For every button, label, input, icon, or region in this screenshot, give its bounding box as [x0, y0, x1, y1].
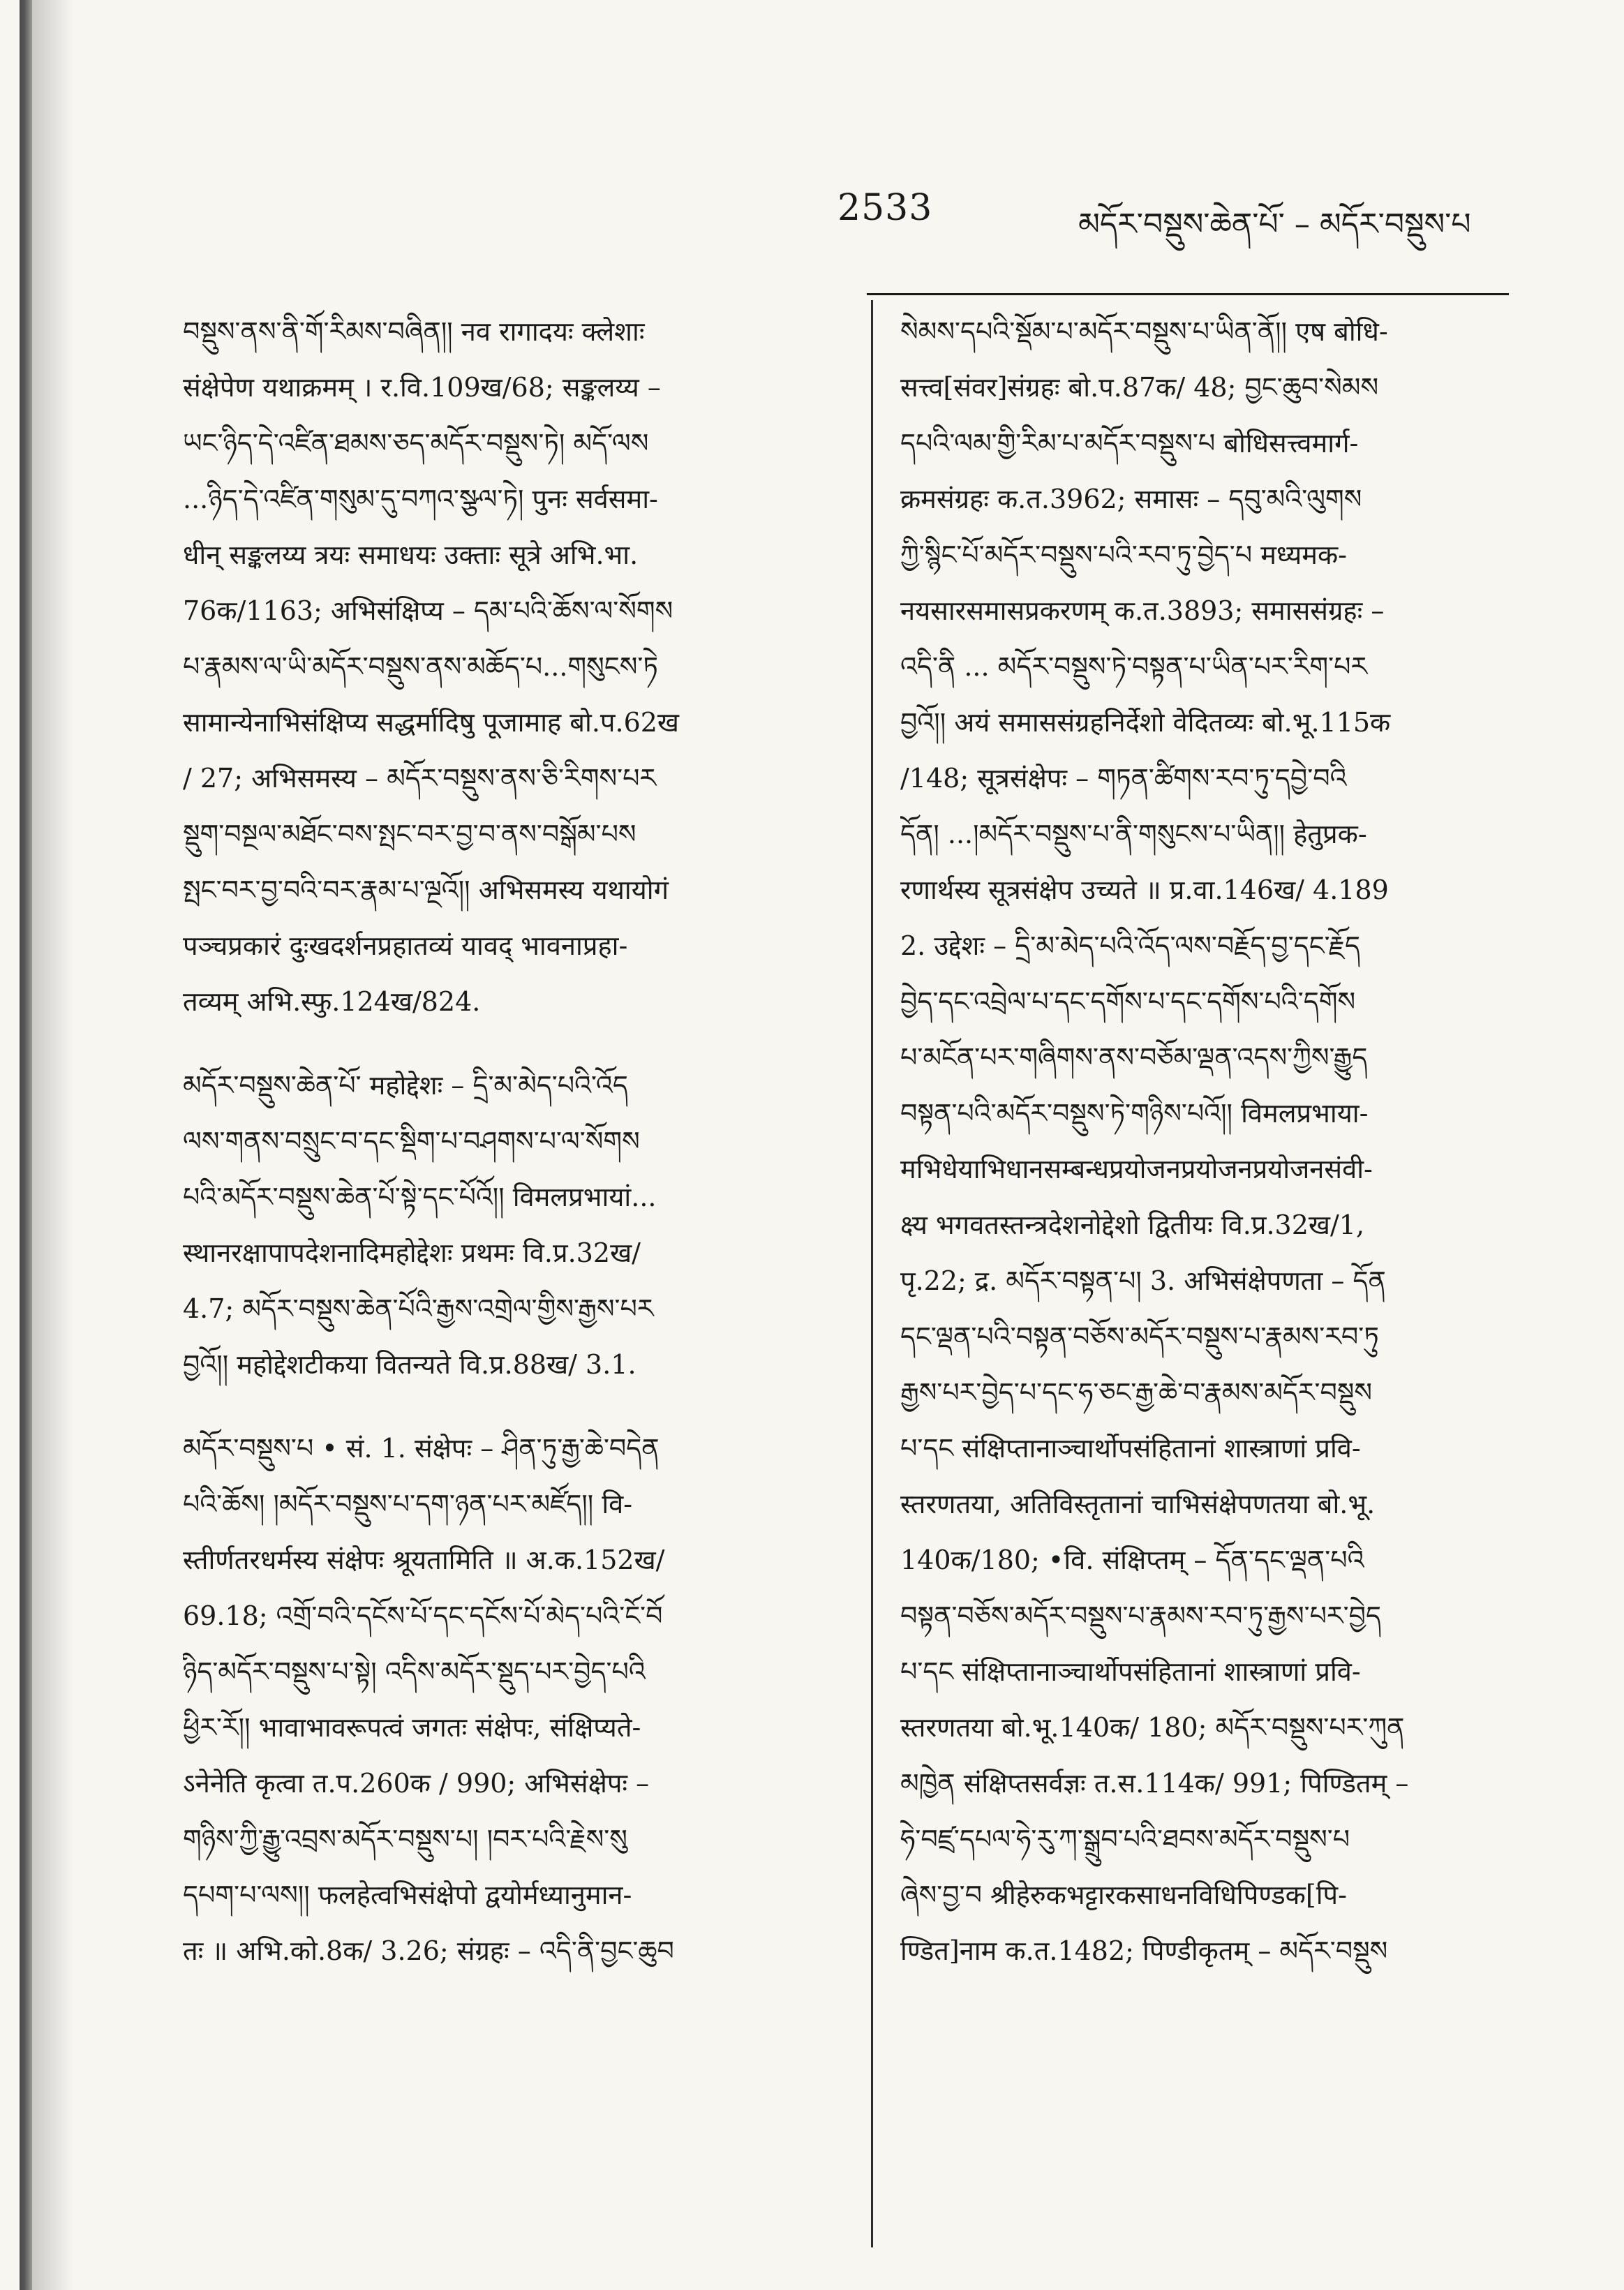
text-line: མདོར་བསྡུས་པ • सं. 1. संक्षेपः – ཤིན་ཏུ་རྒྱ་ཆེ་བདེན	[183, 1433, 660, 1464]
text-line: པ་དང संक्षिप्तानाञ्चार्थोपसंहितानां शास्त्राणां प्रवि-	[900, 1433, 1361, 1464]
text-line: པ་དང संक्षिप्तानाञ्चार्थोपसंहितानां शास्त्राणां प्रवि-	[900, 1656, 1361, 1687]
running-head: མདོར་བསྡུས་ཆེན་པོ་ – མདོར་བསྡུས་པ	[1078, 207, 1471, 242]
text-line: ཕྱིར་རོ།། भावाभावरूपत्वं जगतः संक्षेपः, संक्षिप्यते-	[183, 1712, 641, 1743]
text-line: པ་རྣམས་ལ་ཡི་མདོར་བསྡུས་ནས་མཆོད་པ...གསུངས་ཏེ	[183, 651, 658, 682]
text-line	[183, 1392, 853, 1420]
text-line: བྱའོ།། महोद्देशटीकया वितन्यते वि.प्र.88ख/ 3.1.	[183, 1349, 636, 1380]
text-line: सामान्येनाभिसंक्षिप्य सद्धर्मादिषु पूजामाह बो.प.62ख	[183, 707, 680, 738]
text-line: रणार्थस्य सूत्रसंक्षेप उच्यते ॥ प्र.वा.146ख/ 4.189	[900, 875, 1389, 905]
text-line: པའི་ཆོས། །མདོར་བསྡུས་པ་དག་ཉན་པར་མཛོད།། वि-	[183, 1489, 633, 1519]
text-line: སྤང་བར་བྱ་བའི་བར་རྣམ་པ་ལྔའོ།། अभिसमस्य यथायोगं	[183, 875, 669, 905]
text-line: स्थानरक्षापापदेशनादिमहोद्देशः प्रथमः वि.प्र.32ख/	[183, 1237, 641, 1268]
text-line: དཔའི་ལམ་གྱི་རིམ་པ་མདོར་བསྡུས་པ बोधिसत्त्वमार्ग-	[900, 428, 1359, 459]
text-line: सत्त्व[संवर]संग्रहः बो.प.87क/ 48; བྱང་ཆུབ་སེམས	[900, 372, 1379, 403]
text-line: /148; सूत्रसंक्षेपः – གཏན་ཚིགས་རབ་ཏུ་དབྱེ་བའི	[900, 763, 1347, 794]
text-line: ཞེས་བྱ་བ श्रीहेरुकभट्टारकसाधनविधिपिण्डक[पि-	[900, 1880, 1347, 1910]
text-line: धीन् सङ्कलय्य त्रयः समाधयः उक्ताः सूत्रे अभि.भा.	[183, 540, 639, 570]
text-line: क्ष्य भगवतस्तन्त्रदेशनोद्देशो द्वितीयः वि.प्र.32ख/1,	[900, 1210, 1365, 1240]
text-line: 76क/1163; अभिसंक्षिप्य – དམ་པའི་ཆོས་ལ་སོགས	[183, 595, 673, 626]
book-spine-edge	[20, 0, 32, 2290]
text-line: གཉིས་ཀྱི་རྒྱུ་འབྲས་མདོར་བསྡུས་པ། །བར་པའི་རྗེས་སུ	[183, 1824, 627, 1854]
text-line: स्तीर्णतरधर्मस्य संक्षेपः श्रूयतामिति ॥ अ.क.152ख/	[183, 1545, 665, 1575]
text-line: དཔག་པ་ལས།། फलहेत्वभिसंक्षेपो द्वयोर्मध्यानुमान-	[183, 1880, 632, 1910]
text-line: སྡུག་བསྔལ་མཐོང་བས་སྤང་བར་བྱ་བ་ནས་བསྒོམ་པས	[183, 819, 636, 849]
text-line: དང་ལྡན་པའི་བསྟན་བཅོས་མདོར་བསྡུས་པ་རྣམས་རབ་ཏུ	[900, 1321, 1379, 1352]
text-line: ཀྱི་སྙིང་པོ་མདོར་བསྡུས་པའི་རབ་ཏུ་བྱེད་པ मध्यमक-	[900, 540, 1347, 570]
text-line: བསྟན་པའི་མདོར་བསྡུས་ཏེ་གཉིས་པའོ།། विमलप्रभाया-	[900, 1098, 1369, 1129]
text-line: པ་མངོན་པར་གཞིགས་ནས་བཅོམ་ལྡན་འདས་ཀྱིས་རྒྱུད	[900, 1042, 1368, 1073]
text-line: मभिधेयाभिधानसम्बन्धप्रयोजनप्रयोजनप्रयोजनसंवी-	[900, 1154, 1373, 1184]
text-line: पृ.22; द्र. མདོར་བསྟན་པ། 3. अभिसंक्षेपणता – དོན	[900, 1265, 1386, 1296]
text-line	[183, 1029, 853, 1057]
text-line: པའི་མདོར་བསྡུས་ཆེན་པོ་སྟེ་དང་པོའོ།། विमलप्रभायां...	[183, 1182, 657, 1212]
text-line: ...ཉིད་དེ་འཛིན་གསུམ་དུ་བཀའ་སྩལ་ཏེ། पुनः सर्वसमा-	[183, 484, 658, 514]
spine-shadow	[32, 0, 74, 2290]
text-line: पञ्चप्रकारं दुःखदर्शनप्रहातव्यं यावद् भावनाप्रहा-	[183, 930, 628, 961]
text-line: སེམས་དཔའི་སྡོམ་པ་མདོར་བསྡུས་པ་ཡིན་ནོ།། एष बोधि-	[900, 316, 1388, 347]
text-line: तः ॥ अभि.को.8क/ 3.26; संग्रहः – འདི་ནི་བྱང་ཆུབ	[183, 1935, 674, 1966]
text-line: 69.18; འགྲོ་བའི་དངོས་པོ་དང་དངོས་པོ་མེད་པའི་ངོ་བོ	[183, 1600, 663, 1631]
text-line: 140क/180; •वि. संक्षिप्तम् – དོན་དང་ལྡན་པའི	[900, 1545, 1364, 1575]
text-line: स्तरणतया, अतिविस्तृतानां चाभिसंक्षेपणतया बो.भू.	[900, 1489, 1376, 1519]
text-line: क्रमसंग्रहः क.त.3962; समासः – དབུ་མའི་ལུགས	[900, 484, 1362, 514]
text-line: རྒྱས་པར་བྱེད་པ་དང་ཧ་ཅང་རྒྱ་ཆེ་བ་རྣམས་མདོར་བསྡུས	[900, 1377, 1373, 1408]
column-divider	[871, 300, 873, 2247]
text-line: ཉིད་མདོར་བསྡུས་པ་སྟེ། འདིས་མདོར་སྡུད་པར་བྱེད་པའི	[183, 1656, 646, 1687]
text-line: བསྡུས་ནས་ནི་གོ་རིམས་བཞིན།། नव रागादयः क्लेशाः	[183, 316, 645, 347]
text-line: 2. उद्देशः – དྲི་མ་མེད་པའི་འོད་ལས་བརྗོད་བྱ་དང་རྗོད	[900, 930, 1360, 961]
text-line: ཧེ་བཛྲ་དཔལ་ཧེ་རུ་ཀ་སྒྲུབ་པའི་ཐབས་མདོར་བསྡུས་པ	[900, 1824, 1350, 1854]
text-line: བསྟན་བཅོས་མདོར་བསྡུས་པ་རྣམས་རབ་ཏུ་རྒྱས་པར་བྱེད	[900, 1600, 1381, 1631]
text-line: ཡང་ཉིད་དེ་འཛིན་ཐམས་ཅད་མདོར་བསྡུས་ཏེ། མདོ་ལས	[183, 428, 649, 459]
text-line: བྱའོ།། अयं समाससंग्रहनिर्देशो वेदितव्यः बो.भू.115क	[900, 707, 1391, 738]
text-line: 4.7; མདོར་བསྡུས་ཆེན་པོའི་རྒྱས་འགྲེལ་གྱིས་རྒྱས་པར	[183, 1293, 654, 1324]
header-rule	[867, 293, 1509, 295]
left-column	[183, 304, 853, 1979]
text-line: མདོར་བསྡུས་ཆེན་པོ་ महोद्देशः – དྲི་མ་མེད་པའི་འོད	[183, 1070, 628, 1101]
text-line: स्तरणतया बो.भू.140क/ 180; མདོར་བསྡུས་པར་ཀུན	[900, 1712, 1405, 1743]
text-line: དོན། ...།མདོར་བསྡུས་པ་ནི་གསུངས་པ་ཡིན།། हेतुप्रक-	[900, 819, 1367, 849]
text-line: तव्यम् अभि.स्फु.124ख/824.	[183, 986, 481, 1017]
text-line: ལས་གནས་བསྲུང་བ་དང་སྡིག་པ་བཤགས་པ་ལ་སོགས	[183, 1126, 640, 1157]
text-line: མཁྱེན संक्षिप्तसर्वज्ञः त.स.114क/ 991; पिण्डितम् –	[900, 1768, 1409, 1799]
page-number: 2533	[837, 187, 933, 229]
text-line: འདི་ནི ... མདོར་བསྡུས་ཏེ་བསྟན་པ་ཡིན་པར་རིག་པར	[900, 651, 1368, 682]
text-line: ऽनेनेति कृत्वा त.प.260क / 990; अभिसंक्षेपः –	[183, 1768, 650, 1799]
text-line: नयसारसमासप्रकरणम् क.त.3893; समाससंग्रहः –	[900, 595, 1385, 626]
text-line: संक्षेपेण यथाक्रमम् । र.वि.109ख/68; सङ्कलय्य –	[183, 372, 661, 403]
text-line: / 27; अभिसमस्य – མདོར་བསྡུས་ནས་ཅི་རིགས་པར	[183, 763, 657, 794]
page-header	[0, 187, 1624, 243]
text-line: ण्डित]नाम क.त.1482; पिण्डीकृतम् – མདོར་བསྡུས	[900, 1935, 1388, 1966]
text-line: བྱེད་དང་འབྲེལ་པ་དང་དགོས་པ་དང་དགོས་པའི་དགོས	[900, 986, 1356, 1017]
right-column	[900, 304, 1521, 1979]
